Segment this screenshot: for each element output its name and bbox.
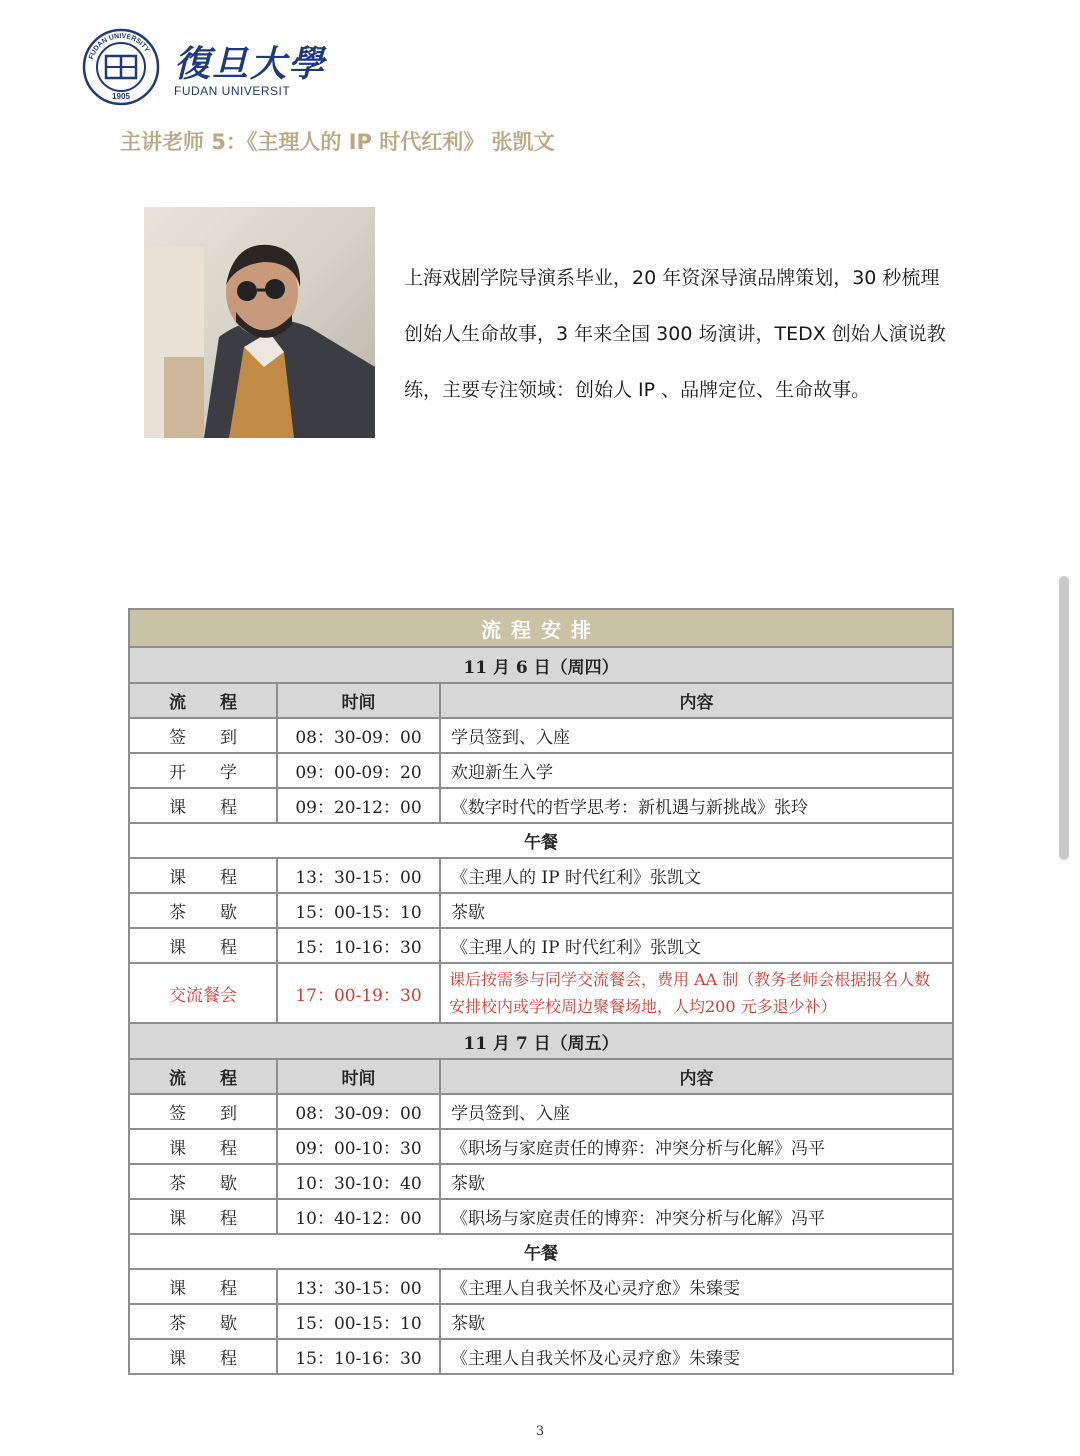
col-header-step: 流 程 — [129, 1059, 277, 1094]
schedule-banner-row — [129, 609, 953, 647]
cell-content: 学员签到、入座 — [440, 718, 953, 753]
table-header-row — [129, 683, 953, 718]
table-row — [129, 1129, 953, 1164]
lunch-row — [129, 1234, 953, 1269]
cell-content: 《主理人自我关怀及心灵疗愈》朱臻雯 — [440, 1339, 953, 1374]
date-row — [129, 647, 953, 683]
university-name-en: FUDAN UNIVERSIT — [174, 84, 291, 98]
cell-content: 《主理人的 IP 时代红利》张凯文 — [440, 928, 953, 963]
bio-line: 创始人生命故事，3 年来全国 300 场演讲，TEDX 创始人演说教 — [404, 323, 946, 345]
table-row — [129, 718, 953, 753]
cell-content: 《主理人的 IP 时代红利》张凯文 — [440, 858, 953, 893]
cell-step: 课 程 — [129, 1269, 277, 1304]
table-header-row — [129, 1059, 953, 1094]
bio-line: 上海戏剧学院导演系毕业，20 年资深导演品牌策划，30 秒梳理 — [404, 267, 940, 289]
table-row — [129, 858, 953, 893]
cell-content: 《职场与家庭责任的博弈：冲突分析与化解》冯平 — [440, 1199, 953, 1234]
bio-line: 练，主要专注领域：创始人 IP 、品牌定位、生命故事。 — [404, 379, 871, 401]
cell-step: 课 程 — [129, 788, 277, 823]
cell-time: 13：30-15：00 — [277, 858, 440, 893]
cell-time: 09：00-10：30 — [277, 1129, 440, 1164]
table-row — [129, 1094, 953, 1129]
cell-step: 课 程 — [129, 1339, 277, 1374]
date-row — [129, 1023, 953, 1059]
lunch-label: 午餐 — [129, 823, 953, 858]
lecturer-bio — [404, 250, 1004, 418]
scrollbar[interactable] — [1059, 576, 1069, 860]
lunch-row — [129, 823, 953, 858]
university-logo — [82, 28, 342, 108]
dinner-row — [129, 963, 953, 1023]
cell-time: 09：00-09：20 — [277, 753, 440, 788]
cell-time: 08：30-09：00 — [277, 1094, 440, 1129]
cell-time: 10：40-12：00 — [277, 1199, 440, 1234]
university-name-cn: 復旦大學 — [174, 43, 327, 85]
col-header-step: 流 程 — [129, 683, 277, 718]
table-row — [129, 928, 953, 963]
cell-time: 15：00-15：10 — [277, 1304, 440, 1339]
cell-step: 开 学 — [129, 753, 277, 788]
cell-time: 15：10-16：30 — [277, 1339, 440, 1374]
cell-content: 《职场与家庭责任的博弈：冲突分析与化解》冯平 — [440, 1129, 953, 1164]
cell-step: 茶 歇 — [129, 893, 277, 928]
page-number: 3 — [535, 1424, 545, 1439]
cell-content: 茶歇 — [440, 893, 953, 928]
lunch-label: 午餐 — [129, 1234, 953, 1269]
col-header-content: 内容 — [440, 683, 953, 718]
cell-step: 课 程 — [129, 1129, 277, 1164]
cell-content: 课后按需参与同学交流餐会，费用 AA 制（教务老师会根据报名人数安排校内或学校周边聚餐场地，人均200 元多退少补） — [440, 963, 953, 1023]
lecturer-title: 主讲老师 5：《主理人的 IP 时代红利》 张凯文 — [120, 130, 555, 154]
table-row — [129, 1304, 953, 1339]
svg-text:1905: 1905 — [112, 92, 130, 101]
schedule-table — [128, 608, 954, 1375]
schedule-banner: 流程安排 — [129, 609, 953, 647]
col-header-content: 内容 — [440, 1059, 953, 1094]
cell-content: 学员签到、入座 — [440, 1094, 953, 1129]
cell-time: 08：30-09：00 — [277, 718, 440, 753]
cell-time: 15：00-15：10 — [277, 893, 440, 928]
cell-time: 10：30-10：40 — [277, 1164, 440, 1199]
cell-step: 签 到 — [129, 1094, 277, 1129]
cell-step: 茶 歇 — [129, 1304, 277, 1339]
cell-time: 09：20-12：00 — [277, 788, 440, 823]
svg-text:FUDAN UNIVERSITY: FUDAN UNIVERSITY — [88, 32, 151, 61]
cell-content: 茶歇 — [440, 1164, 953, 1199]
cell-step: 签 到 — [129, 718, 277, 753]
table-row — [129, 1164, 953, 1199]
cell-content: 《数字时代的哲学思考：新机遇与新挑战》张玲 — [440, 788, 953, 823]
lecturer-photo — [144, 207, 375, 438]
cell-time: 17：00-19：30 — [277, 963, 440, 1023]
table-row — [129, 1199, 953, 1234]
cell-step: 课 程 — [129, 928, 277, 963]
cell-time: 15：10-16：30 — [277, 928, 440, 963]
table-row — [129, 753, 953, 788]
cell-content: 茶歇 — [440, 1304, 953, 1339]
cell-time: 13：30-15：00 — [277, 1269, 440, 1304]
cell-step: 课 程 — [129, 1199, 277, 1234]
fudan-seal-icon — [82, 28, 160, 106]
table-row — [129, 788, 953, 823]
cell-content: 《主理人自我关怀及心灵疗愈》朱臻雯 — [440, 1269, 953, 1304]
table-row — [129, 893, 953, 928]
cell-step: 课 程 — [129, 858, 277, 893]
day1-date: 11 月 6 日（周四） — [129, 647, 953, 683]
cell-step: 茶 歇 — [129, 1164, 277, 1199]
col-header-time: 时间 — [277, 683, 440, 718]
table-row — [129, 1339, 953, 1374]
table-row — [129, 1269, 953, 1304]
day2-date: 11 月 7 日（周五） — [129, 1023, 953, 1059]
col-header-time: 时间 — [277, 1059, 440, 1094]
cell-content: 欢迎新生入学 — [440, 753, 953, 788]
cell-step: 交流餐会 — [129, 963, 277, 1023]
